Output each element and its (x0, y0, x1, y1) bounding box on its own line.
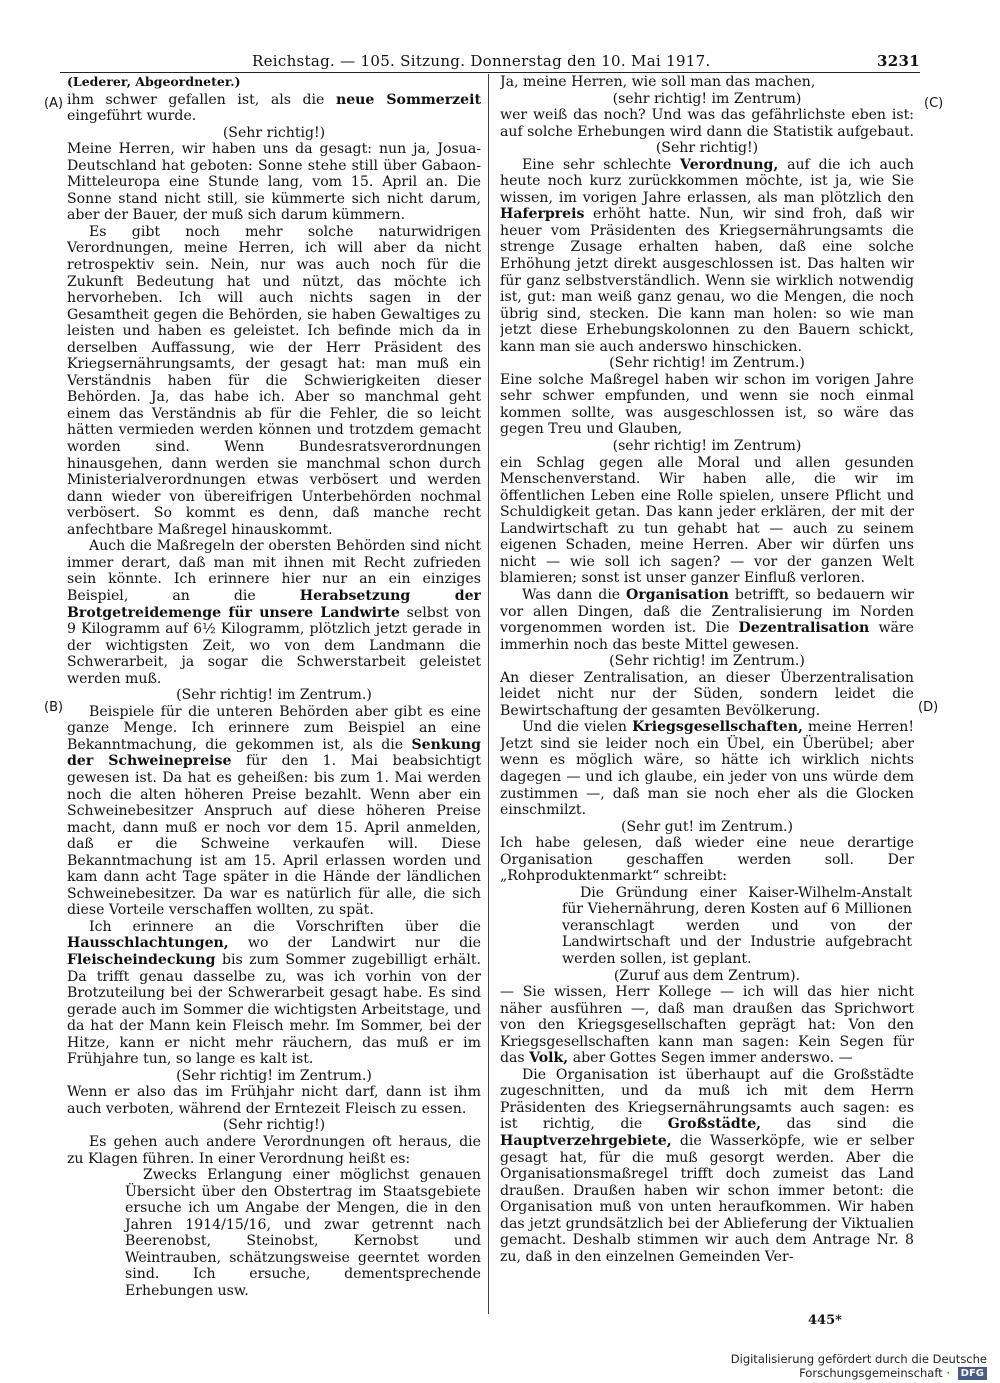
text-run: wäre immerhin noch das beste Mittel gewesen. (500, 620, 914, 653)
text-run: Zwecks Erlangung einer möglichst genauen Übersicht über den Obstertrag im Staatsgebiete ersuche ich um Angabe der Mengen, die in den Jahren 1914/15/16, und zwar getrennt nach Beerenobst, Steinobst, Kernobst und Weintrauben, schätzungsweise geerntet worden sind. Ich ersuche, dementsprechende Erhebungen usw. (125, 1167, 481, 1299)
text-run: Meine Herren, wir haben uns da gesagt: nun ja, Josua-Deutschland hat geboten: Sonne stehe still über Gabaon-Mitteleuropa eine Stunde lang, vom 15. April an. Die Sonne stand nicht still, sie kümmerte sich nicht darum, aber der Bauer, der muß sich darum kümmern. (67, 141, 481, 224)
text-run: Ich habe gelesen, daß wieder eine neue derartige Organisation geschaffen werden soll. Der „Rohproduktenmarkt“ schreibt: (500, 835, 914, 885)
text-run: (Sehr richtig!) (655, 140, 759, 157)
emphasis-text: Verordnung, (680, 156, 779, 173)
paragraph (67, 538, 481, 687)
emphasis-text: neue Sommerzeit (335, 91, 481, 108)
emphasis-text: Fleischeindeckung (67, 951, 216, 968)
interjection (500, 140, 914, 157)
paragraph (500, 372, 914, 438)
interjection (500, 438, 914, 455)
text-run: Eine solche Maßregel haben wir schon im vorigen Jahre sehr schwer empfunden, und wenn sie noch einmal kommen sollte, was ausgeschlossen ist, so wäre das gegen Treu und Glauben, (500, 371, 914, 438)
emphasis-text: Senkung der Schweinepreise (67, 736, 481, 770)
block-quote (562, 885, 912, 968)
text-run: Es gibt noch mehr solche naturwidrigen Verordnungen, meine Herren, ich will aber da nicht retrospektiv sein. Nein, nur was auch noch für die Zukunft Bedeutung hat und nützt, das möchte ich hervorheben. Ich will auch nichts sagen in der Gesamtheit gegen die Behörden, sie haben Gewaltiges zu leisten und haben es geleistet. Ich befinde mich da in derselben Auffassung, wie der Herr Präsident des Kriegsernährungsamts, der gesagt hat: man muß ein Verständnis haben für die Schwierigkeiten dieser Behörden. Ja, das habe ich. Aber so manchmal geht einem das Verständnis ab für die Fehler, die so leicht hätten vermieden werden können und trotzdem gemacht worden sind. Wenn Bundesratsverordnungen hinausgehen, dann werden sie manchmal schon durch Ministerialverordnungen etwas verbösert und werden dann wieder von übereifrigen Unterbehörden nochmal verbösert. So kommt es denn, daß manche recht anfechtbare Maßregel hinauskommt. (67, 223, 481, 538)
text-run: An dieser Zentralisation, an dieser Überzentralisation leidet nicht nur der Süden, sondern leidet die Bewirtschaftung der gesamten Bevölkerung. (500, 669, 914, 719)
text-run: aber Gottes Segen immer anderswo. — (568, 1050, 853, 1067)
text-run: ein Schlag gegen alle Moral und allen gesunden Menschenverstand. Wir haben alle, die wir im öffentlichen Leben eine Rolle spielen, unsere Pflicht und Schuldigkeit getan. Das kann jeder erklären, der mit der Landwirtschaft zu tun gehabt hat — auch zu seinem eigenen Schaden, meine Herren. Aber wir dürfen uns nicht — wie soll ich sagen? — vor der ganzen Welt blamieren; sonst ist unser ganzer Einfluß verloren. (500, 454, 914, 587)
right-column (500, 74, 914, 1314)
text-run: Eine sehr schlechte (522, 156, 681, 173)
left-column (67, 74, 481, 1314)
speaker-label (67, 74, 481, 91)
margin-marker-a: (A) (44, 96, 64, 111)
running-header (60, 52, 920, 72)
emphasis-text: Kriegsgesellschaften, (632, 719, 803, 736)
emphasis-text: Herabsetzung der Brotgetreidemenge für unsere Landwirte (67, 587, 481, 621)
footer-credit (603, 1352, 987, 1380)
page-number: 3231 (877, 52, 920, 70)
interjection (67, 1068, 481, 1085)
text-run: für den 1. Mai beabsichtigt gewesen ist. Da hat es geheißen: bis zum 1. Mai werden noch die alten höheren Preise bezahlt. Wenn aber ein Schweinebesitzer Anspruch auf diese höheren Preise macht, dann muß er noch vor dem 15. April anmelden, daß er die Schweine verkaufen will. Diese Bekanntmachung ist am 15. April erlassen worden und kam dann acht Tage später in die Hände der ländlichen Schweinebesitzer. Da war es natürlich für alle, die sich diese Vorteile verschaffen wollten, zu spät. (67, 753, 481, 919)
text-run: (Sehr richtig! im Zentrum.) (609, 653, 805, 670)
running-head: Reichstag. — 105. Sitzung. Donnerstag den 10. Mai 1917. (252, 52, 711, 70)
text-run: selbst von 9 Kilogramm auf 6½ Kilogramm, plötzlich jetzt gerade in der wichtigsten Zeit, wo von dem Landmann die Schwerarbeit, ja sogar die Schwerstarbeit geleistet werden muß. (67, 604, 481, 687)
paragraph (67, 1134, 481, 1167)
interjection (67, 1117, 481, 1134)
interjection (67, 687, 481, 704)
interjection (500, 91, 914, 108)
interjection (500, 653, 914, 670)
paragraph (500, 587, 914, 653)
text-run: Auch die Maßregeln der obersten Behörden sind nicht immer derart, daß man mit ihnen mit Recht zufrieden sein könnte. Ich erinnere hier nur an ein einziges Beispiel, an die (67, 538, 481, 604)
column-divider (488, 74, 489, 1314)
interjection (500, 968, 914, 985)
signature-mark: 445* (808, 1313, 842, 1328)
paragraph (500, 719, 914, 818)
text-run: wo der Landwirt nur die (228, 935, 481, 952)
text-run: — Sie wissen, Herr Kollege — ich will das hier nicht näher ausführen —, daß man draußen das Sprichwort von den Kriegsgesellschaften geprägt hat: Von den Kriegsgesellschaften kann man sagen: Kein Segen für das (500, 984, 914, 1067)
text-run: Ich erinnere an die Vorschriften über die (89, 918, 481, 935)
text-run: (sehr richtig! im Zentrum) (612, 438, 802, 455)
paragraph (500, 984, 914, 1067)
header-rule (60, 72, 920, 73)
text-run: wer weiß das noch? Und was das gefährlichste eben ist: auf solche Erhebungen wird dann die Statistik aufgebaut. (500, 107, 914, 140)
text-run: Die Gründung einer Kaiser-Wilhelm-Anstalt für Viehernährung, deren Kosten auf 6 Millionen veranschlagt werden und von der Landwirtschaft und der Industrie aufgebracht werden sollen, ist geplant. (562, 884, 912, 967)
paragraph (500, 1067, 914, 1266)
text-run: Beispiele für die unteren Behörden aber gibt es eine ganze Menge. Ich erinnere zum Beispiel an eine Bekanntmachung, die gekommen ist, als die (67, 703, 481, 753)
paragraph (500, 107, 914, 140)
interjection (500, 819, 914, 836)
text-run: (Sehr richtig! im Zentrum.) (176, 1067, 372, 1084)
emphasis-text: Haferpreis (500, 206, 585, 223)
emphasis-text: Hauptverzehrgebiete, (500, 1133, 672, 1149)
text-run: (Sehr richtig! im Zentrum.) (609, 355, 805, 372)
text-run: (Sehr richtig! im Zentrum.) (176, 687, 372, 704)
emphasis-text: Hausschlachtungen, (67, 935, 229, 952)
text-run: Die Organisation ist überhaupt auf die Großstädte zugeschnitten, und da muß ich mit dem Herrn Präsidenten des Kriegsernährungsamts auch sagen: es ist richtig, die (500, 1066, 914, 1133)
text-run: (sehr richtig! im Zentrum) (612, 90, 802, 107)
block-quote (125, 1167, 481, 1299)
emphasis-text: Volk, (529, 1050, 569, 1067)
text-run: bis zum Sommer zugebilligt erhält. Da trifft genau dasselbe zu, was ich vorhin von der Brotzuteilung bei der Schwerarbeit gesagt habe. Es sind gerade auch im Sommer die wichtigsten Arbeitstage, und da hat der Mann kein Fleisch mehr. Im Sommer, bei der Hitze, kann er nicht mehr räuchern, das muß er im Frühjahre tun, so lange es kalt ist. (67, 951, 481, 1068)
paragraph (500, 455, 914, 587)
text-run: Und die vielen (522, 719, 633, 736)
text-run: Was dann die (522, 586, 627, 603)
margin-marker-b: (B) (44, 700, 64, 715)
paragraph (67, 704, 481, 919)
text-run: betrifft, so bedauern wir vor allen Dingen, daß die Zentralisierung im Norden vorgenommen worden ist. Die (500, 586, 914, 637)
footer-text: Digitalisierung gefördert durch die Deutsche Forschungsgemeinschaft · (730, 1352, 987, 1380)
text-run: Ja, meine Herren, wie soll man das machen, (500, 74, 816, 90)
text-run: eingeführt wurde. (67, 108, 197, 125)
text-run: die Wasserköpfe, wie er selber gesagt hat, für die muß gesorgt werden. Aber die Organisationsmaßregel trifft doch zumeist das Land draußen. Draußen haben wir schon immer betont: die Organisation muß von unten heraufkommen. Wir haben das jetzt grundsätzlich bei der Ablieferung der Viktualien gemacht. Deshalb stimmen wir auch dem Antrage Nr. 8 zu, daß in den einzelnen Gemeinden Ver- (500, 1133, 914, 1265)
emphasis-text: Großstädte, (667, 1116, 762, 1133)
paragraph (67, 92, 481, 125)
paragraph (67, 141, 481, 224)
text-run: erhöht hatte. Nun, wir sind froh, daß wir heuer vom Präsidenten des Kriegsernährungsamts die strenge Zusage erhalten haben, daß eine solche Erhöhung jetzt direkt ausgeschlossen ist. Das halten wir für ganz selbstverständlich. Wenn sie wirklich notwendig ist, gut: man weiß ganz genau, wo die Mengen, die noch übrig sind, stecken. Die kann man holen: so wie man jetzt diese Erhebungskolonnen zu den Bauern schickt, kann man sie auch anderswo hinschicken. (500, 206, 914, 355)
paragraph (500, 835, 914, 885)
margin-marker-d: (D) (918, 700, 939, 715)
margin-marker-c: (C) (924, 96, 944, 111)
paragraph (500, 157, 914, 356)
emphasis-text: Organisation (626, 586, 729, 603)
interjection (67, 125, 481, 142)
text-run: das sind die (761, 1116, 914, 1133)
text-run: Wenn er also das im Frühjahr nicht darf, dann ist ihm auch verboten, während der Erntezeit Fleisch zu essen. (67, 1084, 481, 1117)
text-run: (Sehr gut! im Zentrum.) (620, 818, 794, 835)
text-run: Es gehen auch andere Verordnungen oft heraus, die zu Klagen führen. In einer Verordnung heißt es: (67, 1134, 481, 1167)
paragraph (67, 1084, 481, 1117)
emphasis-text: Dezentralisation (738, 620, 870, 637)
text-run: (Sehr richtig!) (222, 1117, 326, 1134)
paragraph (67, 919, 481, 1068)
interjection (500, 355, 914, 372)
paragraph (500, 670, 914, 720)
paragraph (500, 74, 914, 91)
text-run: (Zuruf aus dem Zentrum). (613, 967, 801, 984)
text-run: auf die ich auch heute noch kurz zurückkommen möchte, ist ja, wie Sie wissen, im vorigen Jahre erlassen, als man plötzlich den (500, 156, 914, 206)
text-run: meine Herren! Jetzt sind sie leider noch ein Übel, ein Überübel; aber wenn es möglich wäre, so hätte ich wirklich nichts dagegen — und ich glaube, ein jeder von uns würde dem zustimmen —, daß man sie noch eher als die Glocken einschmilzt. (500, 719, 914, 819)
dfg-logo: DFG (958, 1367, 987, 1380)
paragraph (67, 224, 481, 538)
text-run: (Lederer, Abgeordneter.) (67, 74, 241, 89)
text-run: ihm schwer gefallen ist, als die (67, 91, 336, 108)
text-run: (Sehr richtig!) (222, 124, 326, 141)
